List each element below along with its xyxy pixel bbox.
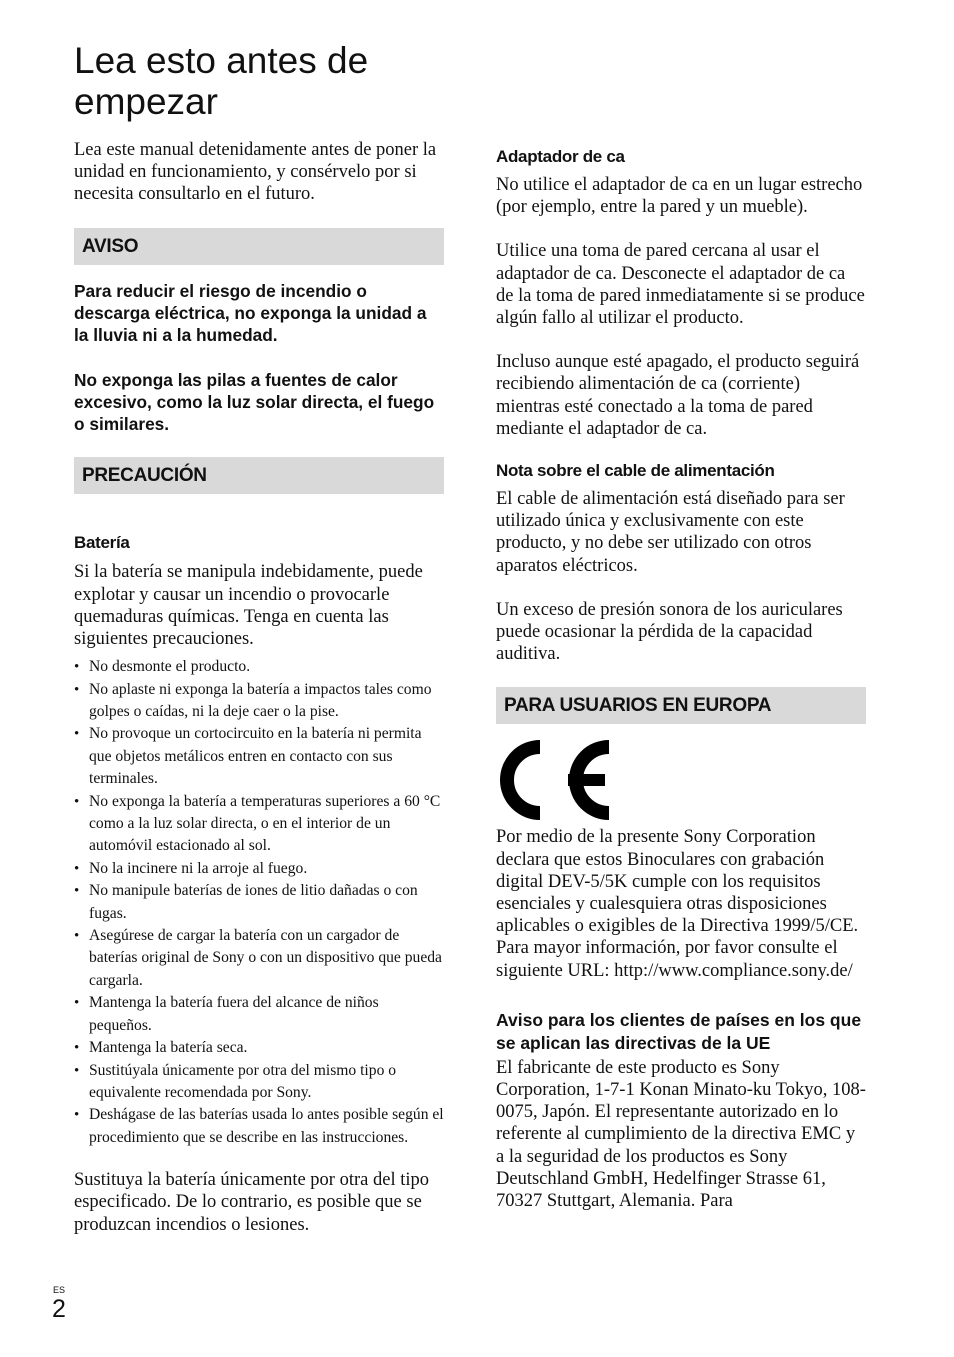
europa-declaration-paragraph: Por medio de la presente Sony Corporation declara que estos Binoculares con grabación digital DEV-5/5K cumple con los requisitos esenciales y cualesquiera otras disposiciones aplicables o exigibles de la Directiva 1999/5/CE. Para mayor información, por favor consulte el siguiente URL: http://www.compliance.sony.de/ <box>496 827 859 981</box>
ue-directives-heading: Aviso para los clientes de países en los que se aplican las directivas de la UE <box>496 1009 862 1054</box>
bateria-heading: Batería <box>74 533 130 553</box>
bateria-closing-paragraph: Sustituya la batería únicamente por otra del tipo especificado. De lo contrario, es posible que se produzcan incendios o lesiones. <box>74 1170 429 1235</box>
list-item: • Sustitúyala únicamente por otra del mismo tipo o equivalente recomendada por Sony. <box>74 1060 444 1105</box>
list-item: • No aplaste ni exponga la batería a impactos tales como golpes o caídas, ni la deje caer o la pise. <box>74 679 444 724</box>
list-item: • Asegúrese de cargar la batería con un cargador de baterías original de Sony o con un dispositivo que pueda cargarla. <box>74 925 444 992</box>
cable-paragraph-1: El cable de alimentación está diseñado para ser utilizado única y exclusivamente con este producto, y no debe ser utilizado con otros aparatos eléctricos. <box>496 489 845 576</box>
list-item: • Mantenga la batería fuera del alcance de niños pequeños. <box>74 992 444 1037</box>
adaptador-paragraph-1: No utilice el adaptador de ca en un lugar estrecho (por ejemplo, entre la pared y un mueble). <box>496 175 863 218</box>
ue-directives-paragraph: El fabricante de este producto es Sony Corporation, 1-7-1 Konan Minato-ku Tokyo, 108-0075, Japón. El representante autorizado en lo referente al cumplimiento de la directiva EMC y a la seguridad de los productos es Sony Deutschland GmbH, Hedelfinger Strasse 61, 70327 Stuttgart, Alemania. Para <box>496 1057 866 1212</box>
list-item: • No manipule baterías de iones de litio dañadas o con fugas. <box>74 880 444 925</box>
ce-mark-icon <box>496 736 614 824</box>
intro-paragraph: Lea este manual detenidamente antes de poner la unidad en funcionamiento, y consérvelo por si necesita consultarlo en el futuro. <box>74 140 437 205</box>
aviso-warning-2: No exponga las pilas a fuentes de calor excesivo, como la luz solar directa, el fuego o similares. <box>74 369 435 435</box>
list-item: • Mantenga la batería seca. <box>74 1037 444 1059</box>
section-heading-europa: PARA USUARIOS EN EUROPA <box>496 687 866 724</box>
bateria-precautions-list <box>74 656 444 1149</box>
list-item: • No la incinere ni la arroje al fuego. <box>74 858 444 880</box>
adaptador-paragraph-3: Incluso aunque esté apagado, el producto seguirá recibiendo alimentación de ca (corriente) mientras esté conectado a la toma de pared mediante el adaptador de ca. <box>496 352 860 439</box>
page-number: 2 <box>52 1295 66 1323</box>
cable-paragraph-2: Un exceso de presión sonora de los auriculares puede ocasionar la pérdida de la capacidad auditiva. <box>496 599 843 665</box>
page-title: Lea esto antes de empezar <box>74 40 369 122</box>
left-column <box>74 139 444 1236</box>
page-language-code: ES <box>53 1285 66 1295</box>
adaptador-heading: Adaptador de ca <box>496 147 625 166</box>
bateria-paragraph: Si la batería se manipula indebidamente, puede explotar y causar un incendio o provocarle quemaduras químicas. Tenga en cuenta las siguientes precauciones. <box>74 562 423 649</box>
adaptador-paragraph-2: Utilice una toma de pared cercana al usar el adaptador de ca. Desconecte el adaptador de ca de la toma de pared inmediatamente si se produce algún fallo al utilizar el producto. <box>496 241 865 329</box>
section-heading-aviso: AVISO <box>74 228 444 265</box>
right-column <box>496 146 866 1212</box>
aviso-warning-1: Para reducir el riesgo de incendio o descarga eléctrica, no exponga la unidad a la lluvia ni a la humedad. <box>74 280 427 346</box>
cable-heading: Nota sobre el cable de alimentación <box>496 461 775 481</box>
list-item: • No exponga la batería a temperaturas superiores a 60 °C como a la luz solar directa, o en el interior de un automóvil estacionado al sol. <box>74 791 444 858</box>
list-item: • No desmonte el producto. <box>74 656 444 678</box>
list-item: • No provoque un cortocircuito en la batería ni permita que objetos metálicos entren en contacto con sus terminales. <box>74 723 444 790</box>
list-item: • Deshágase de las baterías usada lo antes posible según el procedimiento que se describe en las instrucciones. <box>74 1104 444 1149</box>
section-heading-precaucion: PRECAUCIÓN <box>74 457 444 494</box>
